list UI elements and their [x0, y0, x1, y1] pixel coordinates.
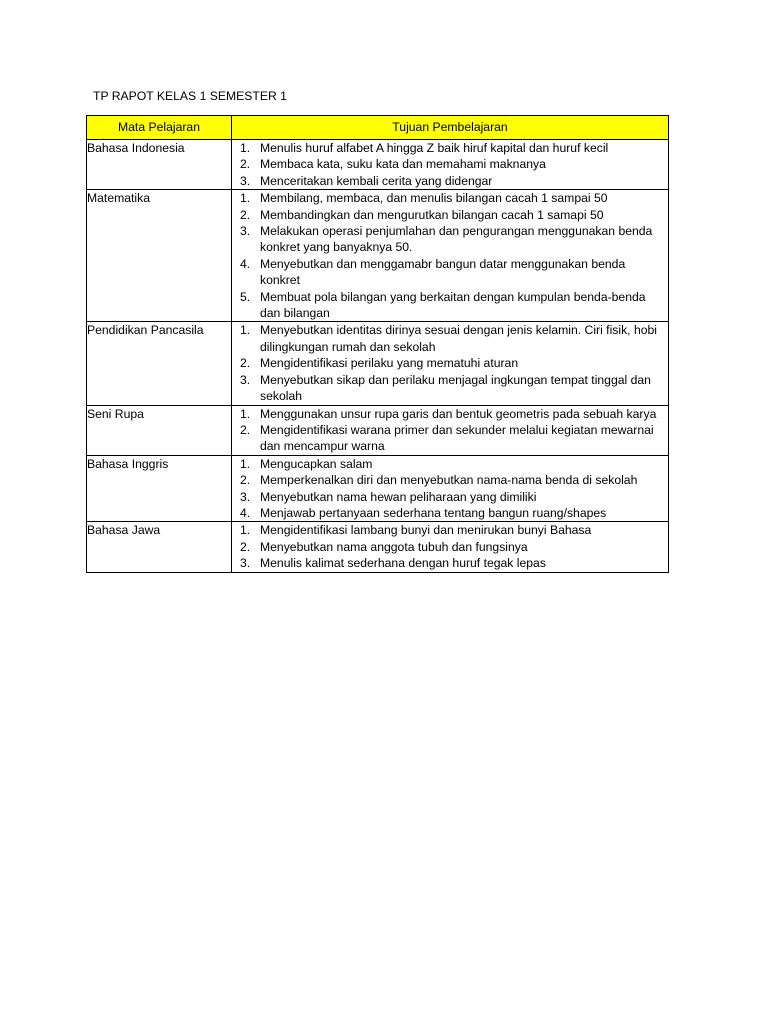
list-item [232, 140, 668, 156]
goal-text: Menggunakan unsur rupa garis dan bentuk geometris pada sebuah karya [260, 406, 657, 421]
table-row [87, 405, 669, 455]
table-header-row [87, 116, 669, 140]
goal-text: Menyebutkan dan menggamabr bangun datar menggunakan benda konkret [260, 256, 626, 288]
goal-text: Menyebutkan nama hewan peliharaan yang dimiliki [260, 489, 537, 504]
goal-text: Menulis kalimat sederhana dengan huruf tegak lepas [260, 556, 546, 571]
list-item [232, 522, 668, 538]
goal-text: Mengidentifikasi lambang bunyi dan menirukan bunyi Bahasa [260, 523, 592, 538]
list-number: 2. [240, 539, 251, 554]
goal-list [232, 406, 668, 455]
subject-cell: Bahasa Indonesia [87, 140, 232, 190]
list-number: 3. [240, 372, 251, 387]
list-number: 2. [240, 207, 251, 222]
list-number: 3. [240, 489, 251, 504]
list-item [232, 456, 668, 472]
goal-list [232, 140, 668, 189]
list-number: 1. [240, 456, 251, 471]
list-item [232, 489, 668, 505]
list-number: 1. [240, 141, 251, 155]
list-item [232, 505, 668, 521]
table-row [87, 522, 669, 572]
goal-text: Mengidentifikasi perilaku yang mematuhi aturan [260, 356, 519, 371]
table-body [87, 140, 669, 573]
list-number: 1. [240, 323, 251, 338]
list-number: 4. [240, 505, 251, 520]
table-row [87, 190, 669, 322]
list-number: 5. [240, 289, 251, 304]
list-item [232, 539, 668, 555]
list-item [232, 256, 668, 289]
list-item [232, 422, 668, 455]
goals-cell [232, 140, 669, 190]
list-number: 2. [240, 356, 251, 371]
list-number: 3. [240, 173, 251, 188]
list-number: 2. [240, 157, 251, 172]
goal-list [232, 522, 668, 571]
list-number: 1. [240, 191, 251, 206]
goal-text: Memperkenalkan diri dan menyebutkan nama-nama benda di sekolah [260, 473, 638, 488]
goals-cell [232, 455, 669, 522]
goal-text: Menyebutkan nama anggota tubuh dan fungsinya [260, 539, 528, 554]
header-subject: Mata Pelajaran [87, 116, 232, 140]
goal-list [232, 456, 668, 522]
goal-text: Mengucapkan salam [260, 456, 373, 471]
list-item [232, 406, 668, 422]
table-row [87, 455, 669, 522]
goal-text: Menyebutkan sikap dan perilaku menjagal ingkungan tempat tinggal dan sekolah [260, 372, 651, 404]
list-number: 2. [240, 422, 251, 437]
goal-text: Membuat pola bilangan yang berkaitan dengan kumpulan benda-benda dan bilangan [260, 289, 646, 321]
list-item [232, 555, 668, 571]
subject-cell: Bahasa Jawa [87, 522, 232, 572]
subject-cell: Seni Rupa [87, 405, 232, 455]
subject-cell: Bahasa Inggris [87, 455, 232, 522]
list-number: 3. [240, 556, 251, 571]
goal-text: Membaca kata, suku kata dan memahami maknanya [260, 157, 546, 172]
list-item [232, 322, 668, 355]
goal-text: Membandingkan dan mengurutkan bilangan cacah 1 samapi 50 [260, 207, 604, 222]
learning-goals-table [86, 115, 669, 573]
list-number: 1. [240, 406, 251, 421]
list-item [232, 207, 668, 223]
table-row [87, 140, 669, 190]
goal-text: Menyebutkan identitas dirinya sesuai dengan jenis kelamin. Ciri fisik, hobi dilingkungan rumah dan sekolah [260, 323, 657, 354]
list-item [232, 289, 668, 322]
goal-text: Melakukan operasi penjumlahan dan pengurangan menggunakan benda konkret yang banyaknya 50. [260, 224, 653, 255]
goals-cell [232, 405, 669, 455]
goal-text: Mengidentifikasi warana primer dan sekunder melalui kegiatan mewarnai dan mencampur warna [260, 422, 654, 454]
goal-text: Menjawab pertanyaan sederhana tentang bangun ruang/shapes [260, 505, 607, 520]
subject-cell: Matematika [87, 190, 232, 322]
list-number: 3. [240, 224, 251, 239]
list-item [232, 156, 668, 172]
list-item [232, 223, 668, 256]
list-item [232, 190, 668, 206]
goal-list [232, 322, 668, 404]
goals-cell [232, 522, 669, 572]
list-item [232, 173, 668, 189]
list-number: 2. [240, 473, 251, 488]
list-item [232, 372, 668, 405]
subject-cell: Pendidikan Pancasila [87, 322, 232, 405]
header-goals: Tujuan Pembelajaran [232, 116, 669, 140]
goals-cell [232, 322, 669, 405]
goals-cell [232, 190, 669, 322]
list-item [232, 355, 668, 371]
goal-text: Menulis huruf alfabet A hingga Z baik hiruf kapital dan huruf kecil [260, 141, 609, 155]
list-item [232, 472, 668, 488]
goal-list [232, 190, 668, 321]
goal-text: Menceritakan kembali cerita yang didengar [260, 173, 493, 188]
list-number: 1. [240, 523, 251, 538]
list-number: 4. [240, 256, 251, 271]
page-title: TP RAPOT KELAS 1 SEMESTER 1 [93, 89, 287, 103]
goal-text: Membilang, membaca, dan menulis bilangan cacah 1 sampai 50 [260, 191, 608, 206]
table-row [87, 322, 669, 405]
